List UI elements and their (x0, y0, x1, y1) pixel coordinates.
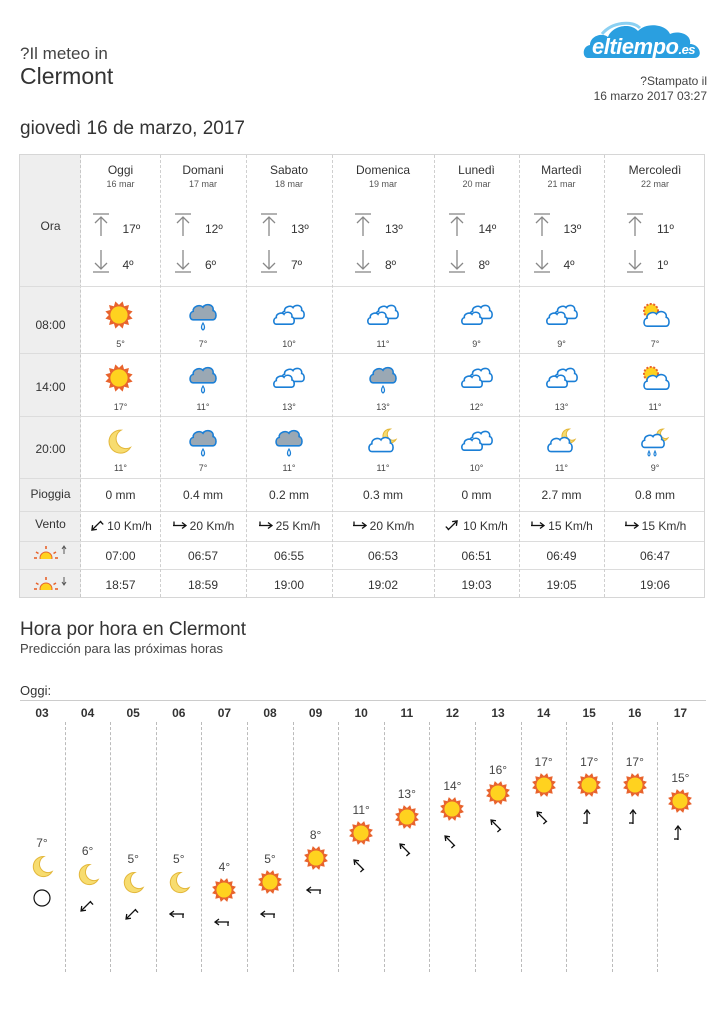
hour-temperature: 16° (488, 763, 508, 778)
day-date: 19 mar (368, 179, 397, 189)
day-date: 20 mar (462, 179, 491, 189)
temp-max: 12º (205, 222, 223, 236)
wind-cell (434, 518, 519, 536)
temp-min: 8º (478, 258, 490, 272)
temp-max: 13º (385, 222, 403, 236)
wind-arrow-icon (260, 906, 276, 927)
cloud-sun-icon (637, 299, 673, 340)
moon-icon (28, 852, 56, 885)
icon-temperature: 10° (469, 463, 484, 473)
wind-arrow-icon (445, 518, 460, 536)
day-name: Martedì (541, 163, 582, 177)
sun-icon (302, 844, 330, 877)
hour-column-divider (338, 722, 339, 972)
rain-amount: 0 mm (461, 488, 492, 502)
hour-column-divider (156, 722, 157, 972)
temp-min-arrow-icon (353, 248, 373, 279)
wind-arrow-icon (397, 841, 413, 862)
temp-max: 17º (122, 222, 141, 236)
icon-temperature: 11° (114, 463, 127, 473)
page-subtitle: ?Il meteo in (20, 44, 108, 63)
temp-max-arrow-icon (173, 212, 193, 243)
day-name: Lunedì (458, 163, 495, 177)
cloud-rain-dark-icon (365, 362, 401, 403)
temp-max: 14º (478, 222, 497, 236)
cloud-icon (271, 299, 307, 340)
cloud-icon (271, 362, 307, 403)
sunrise-time: 06:47 (639, 549, 671, 563)
cloud-moon-rain-icon (637, 425, 673, 466)
sunrise-time: 06:53 (367, 549, 399, 563)
sun-icon (484, 779, 512, 812)
temp-max: 11º (657, 222, 674, 236)
date-title: giovedì 16 de marzo, 2017 (20, 118, 245, 139)
row-label-rain: Pioggia (30, 487, 71, 501)
row-label-1400: 14:00 (35, 380, 66, 394)
sun-icon (438, 795, 466, 828)
hour-label: 07 (217, 706, 232, 720)
hour-temperature: 17° (625, 755, 644, 769)
hour-temperature: 5° (127, 851, 139, 866)
sunrise-time: 06:49 (546, 549, 577, 563)
icon-temperature: 11° (376, 339, 390, 349)
printed-label: ?Stampato il (640, 74, 707, 88)
icon-temperature: 17° (113, 402, 128, 412)
forecast-table (19, 154, 705, 598)
temp-max-arrow-icon (91, 212, 111, 243)
wind-cell (81, 518, 160, 536)
cloud-moon-icon (365, 425, 401, 466)
hour-column-divider (293, 722, 294, 972)
hour-temperature: 11° (352, 803, 370, 818)
icon-temperature: 10° (282, 339, 296, 349)
wind-speed: 15 Km/h (548, 519, 593, 534)
hour-temperature: 17° (534, 755, 553, 769)
hour-column-divider (384, 722, 385, 972)
sunrise-icon (32, 544, 68, 569)
sun-icon (103, 362, 135, 399)
logo-text: eltiempo.es (592, 34, 696, 59)
hour-temperature: 4° (218, 860, 231, 874)
cloud-icon (459, 425, 495, 466)
day-name: Sabato (269, 163, 309, 177)
day-name: Mercoledì (628, 163, 682, 177)
wind-arrow-icon (352, 518, 367, 536)
row-label-2000: 20:00 (35, 442, 66, 456)
icon-temperature: 11° (376, 463, 390, 473)
wind-arrow-icon (89, 518, 104, 536)
hour-label: 06 (172, 706, 186, 720)
table-row-divider (20, 286, 704, 287)
wind-arrow-icon (78, 898, 94, 919)
temp-min: 4º (563, 258, 575, 272)
hour-temperature: 17° (580, 755, 599, 769)
wind-arrow-icon (625, 809, 641, 830)
sun-icon (347, 819, 375, 852)
wind-arrow-icon (169, 906, 185, 927)
hour-label: 15 (582, 706, 596, 720)
wind-cell (332, 518, 434, 536)
wind-cell (246, 518, 332, 536)
sunset-time: 19:00 (273, 578, 305, 592)
hour-label: 03 (35, 706, 49, 720)
day-date: 16 mar (106, 179, 135, 189)
wind-arrow-icon (442, 833, 458, 854)
hour-column-divider (657, 722, 658, 972)
cloud-icon (365, 299, 401, 340)
row-label-wind: Vento (35, 517, 66, 531)
sunset-time: 19:03 (461, 578, 492, 592)
icon-temperature: 7° (198, 463, 208, 473)
icon-temperature: 11° (555, 463, 568, 473)
wind-speed: 20 Km/h (189, 519, 235, 534)
icon-temperature: 5° (116, 339, 125, 349)
icon-temperature: 13° (554, 402, 569, 412)
moon-icon (165, 868, 193, 901)
sunset-time: 18:59 (187, 578, 219, 592)
wind-arrow-icon (306, 882, 322, 903)
hour-label: 11 (400, 706, 414, 720)
hour-temperature: 5° (173, 851, 185, 866)
cloud-rain-dark-icon (185, 362, 221, 403)
hour-temperature: 6° (81, 843, 94, 858)
rain-amount: 0.3 mm (362, 488, 403, 502)
table-row-divider (20, 541, 704, 542)
rain-amount: 0.2 mm (268, 488, 309, 502)
table-row-divider (20, 511, 704, 512)
wind-arrow-icon (32, 888, 52, 913)
wind-speed: 25 Km/h (275, 519, 321, 534)
hour-label: 09 (308, 706, 323, 720)
hourly-subtitle: Predicción para las próximas horas (20, 641, 224, 656)
hourly-title: Hora por hora en Clermont (20, 619, 246, 640)
icon-temperature: 9° (557, 339, 566, 349)
wind-cell (604, 518, 706, 536)
wind-speed: 15 Km/h (641, 519, 687, 534)
hour-temperature: 14° (443, 779, 462, 794)
day-date: 17 mar (188, 179, 217, 189)
wind-arrow-icon (488, 817, 504, 838)
icon-temperature: 11° (648, 402, 662, 412)
temp-max-arrow-icon (625, 212, 645, 243)
sunrise-time: 06:55 (273, 549, 305, 563)
table-row-divider (20, 478, 704, 479)
temp-max: 13º (563, 222, 582, 236)
wind-cell (160, 518, 246, 536)
wind-arrow-icon (670, 825, 686, 846)
sunset-time: 19:02 (367, 578, 399, 592)
wind-speed: 20 Km/h (369, 519, 415, 534)
temp-min-arrow-icon (173, 248, 193, 279)
cloud-rain-dark-icon (271, 425, 307, 466)
sunset-time: 19:05 (546, 578, 577, 592)
hour-column-divider (201, 722, 202, 972)
temp-min: 8º (385, 258, 397, 272)
icon-temperature: 13° (282, 402, 296, 412)
day-date: 22 mar (640, 179, 669, 189)
hourly-today-label: Oggi: (20, 683, 52, 698)
temp-min-arrow-icon (532, 248, 552, 279)
rain-amount: 0.4 mm (182, 488, 223, 502)
hour-label: 14 (536, 706, 551, 720)
sunrise-time: 06:51 (461, 549, 492, 563)
hour-label: 12 (445, 706, 460, 720)
cloud-icon (544, 362, 580, 403)
day-name: Domenica (355, 163, 411, 177)
wind-arrow-icon (534, 809, 550, 830)
temp-max: 13º (291, 222, 309, 236)
wind-arrow-icon (258, 518, 273, 536)
cloud-rain-dark-icon (185, 299, 221, 340)
wind-arrow-icon (172, 518, 187, 536)
moon-icon (119, 868, 147, 901)
temp-min-arrow-icon (91, 248, 111, 279)
sun-icon (210, 876, 238, 909)
row-label-ora: Ora (40, 219, 61, 233)
wind-arrow-icon (530, 518, 545, 536)
wind-arrow-icon (579, 809, 595, 830)
cloud-moon-icon (544, 425, 580, 466)
moon-icon (103, 425, 135, 462)
day-name: Oggi (107, 163, 134, 177)
temp-max-arrow-icon (532, 212, 552, 243)
moon-icon (74, 860, 102, 893)
hour-label: 08 (263, 706, 277, 720)
hour-label: 10 (354, 706, 368, 720)
temp-max-arrow-icon (447, 212, 467, 243)
eltiempo-logo[interactable] (582, 18, 712, 64)
sunrise-time: 06:57 (187, 549, 219, 563)
wind-speed: 10 Km/h (107, 519, 152, 534)
sunset-time: 19:06 (639, 578, 671, 592)
cloud-icon (459, 362, 495, 403)
temp-min: 4º (122, 258, 134, 272)
temp-min: 7º (291, 258, 303, 272)
sun-icon (256, 868, 284, 901)
hour-label: 16 (628, 706, 642, 720)
table-row-divider (20, 416, 704, 417)
icon-temperature: 7° (650, 339, 660, 349)
temp-max-arrow-icon (259, 212, 279, 243)
sun-icon (575, 771, 603, 804)
icon-temperature: 11° (282, 463, 296, 473)
hour-temperature: 15° (671, 771, 690, 786)
icon-temperature: 12° (469, 402, 484, 412)
cloud-icon (459, 299, 495, 340)
rain-amount: 2.7 mm (541, 488, 582, 502)
wind-arrow-icon (351, 857, 367, 878)
sun-icon (103, 299, 135, 336)
wind-arrow-icon (624, 518, 639, 536)
hour-column-divider (247, 722, 248, 972)
printed-info (594, 74, 707, 104)
temp-min-arrow-icon (259, 248, 279, 279)
sunset-icon (32, 575, 68, 600)
hour-label: 05 (126, 706, 140, 720)
rain-amount: 0.8 mm (634, 488, 675, 502)
cloud-icon (544, 299, 580, 340)
icon-temperature: 9° (472, 339, 481, 349)
day-date: 18 mar (274, 179, 303, 189)
day-date: 21 mar (547, 179, 576, 189)
temp-max-arrow-icon (353, 212, 373, 243)
day-name: Domani (182, 163, 224, 177)
wind-cell (519, 518, 604, 536)
printed-date: 16 marzo 2017 03:27 (593, 89, 707, 103)
icon-temperature: 9° (650, 463, 660, 473)
sun-icon (393, 803, 421, 836)
hour-temperature: 5° (264, 851, 276, 866)
row-label-0800: 08:00 (35, 318, 66, 332)
cloud-sun-icon (637, 362, 673, 403)
temp-min-arrow-icon (447, 248, 467, 279)
icon-temperature: 11° (196, 402, 210, 412)
hour-temperature: 7° (36, 835, 48, 850)
city-title: Clermont (20, 63, 114, 89)
hour-label: 04 (80, 706, 95, 720)
wind-speed: 10 Km/h (463, 519, 508, 534)
hour-label: 17 (673, 706, 688, 720)
hour-temperature: 8° (309, 827, 322, 842)
table-row-divider (20, 353, 704, 354)
sun-icon (530, 771, 558, 804)
sunset-time: 18:57 (105, 578, 136, 592)
sunrise-time: 07:00 (105, 549, 136, 563)
icon-temperature: 7° (198, 339, 208, 349)
sun-icon (621, 771, 649, 804)
hour-column-divider (110, 722, 111, 972)
icon-temperature: 13° (376, 402, 390, 412)
cloud-rain-dark-icon (185, 425, 221, 466)
temp-min: 1º (657, 258, 669, 272)
table-row-divider (20, 569, 704, 570)
hour-label: 13 (491, 706, 505, 720)
hour-temperature: 13° (397, 787, 416, 802)
hour-column-divider (475, 722, 476, 972)
sun-icon (666, 787, 694, 820)
rain-amount: 0 mm (105, 488, 136, 502)
hourly-divider (20, 700, 706, 701)
temp-min-arrow-icon (625, 248, 645, 279)
wind-arrow-icon (214, 914, 230, 935)
temp-min: 6º (205, 258, 217, 272)
hour-column-divider (429, 722, 430, 972)
wind-arrow-icon (123, 906, 139, 927)
